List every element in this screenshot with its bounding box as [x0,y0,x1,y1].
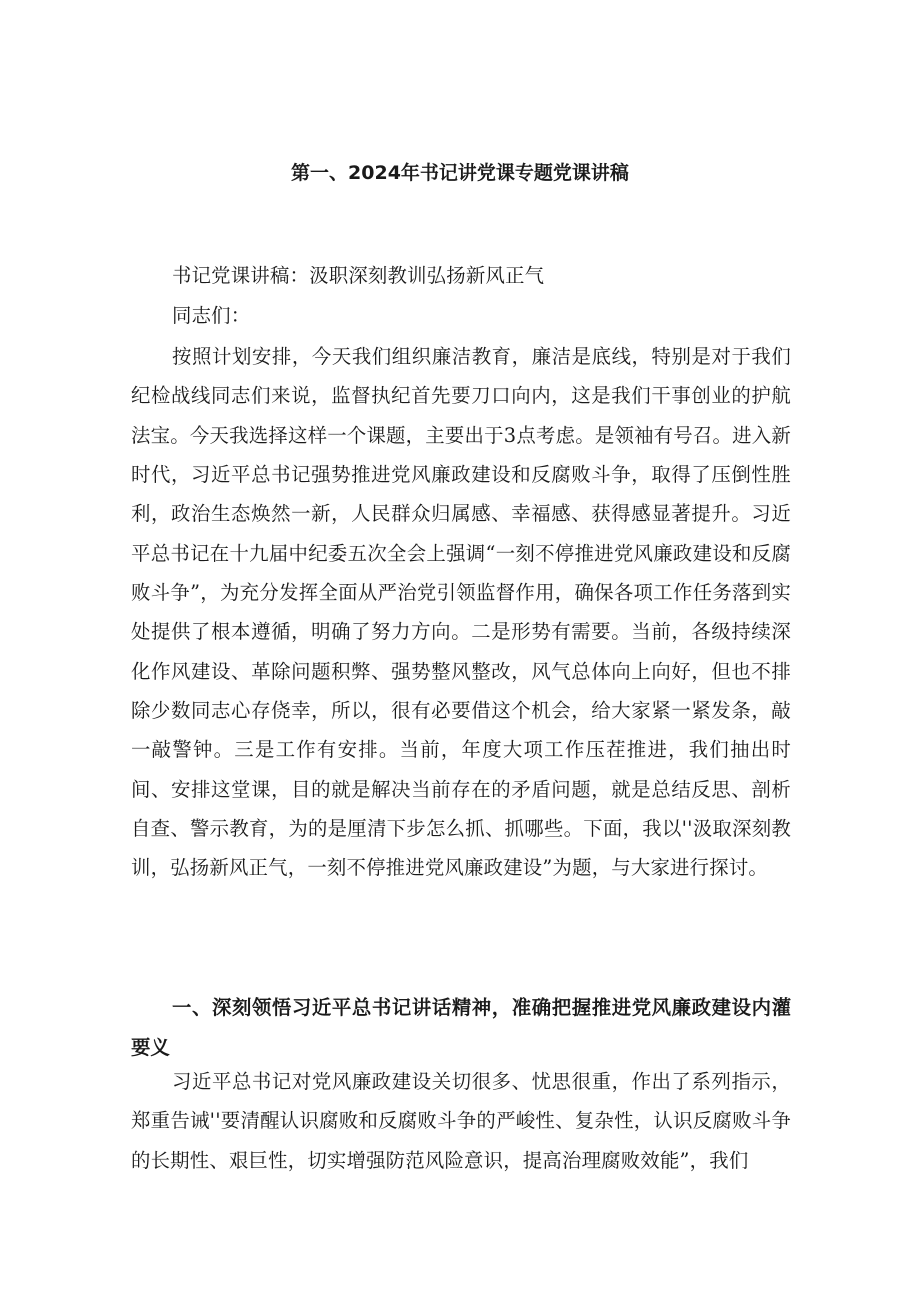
section-heading-1: 一、深刻领悟习近平总书记讲话精神，准确把握推进党风廉政建设内灌要义 [131,996,791,1059]
salutation: 同志们： [172,304,251,327]
document-title: 第一、2024年书记讲党课专题党课讲稿 [291,162,629,184]
paragraph-intro: 按照计划安排，今天我们组织廉洁教育，廉洁是底线，特别是对于我们纪检战线同志们来说，监督执纪首先要刀口向内，这是我们干事创业的护航法宝。今天我选择这样一个课题，主要出于3点考虑。是领袖有号召。进入新时代，习近平总书记强势推进党风廉政建设和反腐败斗争，取得了压倒性胜利，政治生态焕然一新，人民群众归属感、幸福感、获得感显著提升。习近平总书记在十九届中纪委五次全会上强调“一刻不停推进党风廉政建设和反腐败斗争”，为充分发挥全面从严治党引领监督作用，确保各项工作任务落到实处提供了根本遵循，明确了努力方向。二是形势有需要。当前，各级持续深化作风建设、革除问题积弊、强势整风整改，风气总体向上向好，但也不排除少数同志心存侥幸，所以，很有必要借这个机会，给大家紧一紧发条，敲一敲警钟。三是工作有安排。当前，年度大项工作压茬推进，我们抽出时间、安排这堂课，目的就是解决当前存在的矛盾问题，就是总结反思、剖析自查、警示教育，为的是厘清下步怎么抓、抓哪些。下面，我以''汲取深刻教训，弘扬新风正气，一刻不停推进党风廉政建设”为题，与大家进行探讨。 [131,345,791,880]
speech-subtitle: 书记党课讲稿：汲职深刻教训弘扬新风正气 [172,264,545,287]
paragraph-section-1: 习近平总书记对党风廉政建设关切很多、忧思很重，作出了系列指示，郑重告诫''要清醒认识腐败和反腐败斗争的严峻性、复杂性，认识反腐败斗争的长期性、艰巨性，切实增强防范风险意识，提高治理腐败效能”，我们 [131,1070,791,1172]
